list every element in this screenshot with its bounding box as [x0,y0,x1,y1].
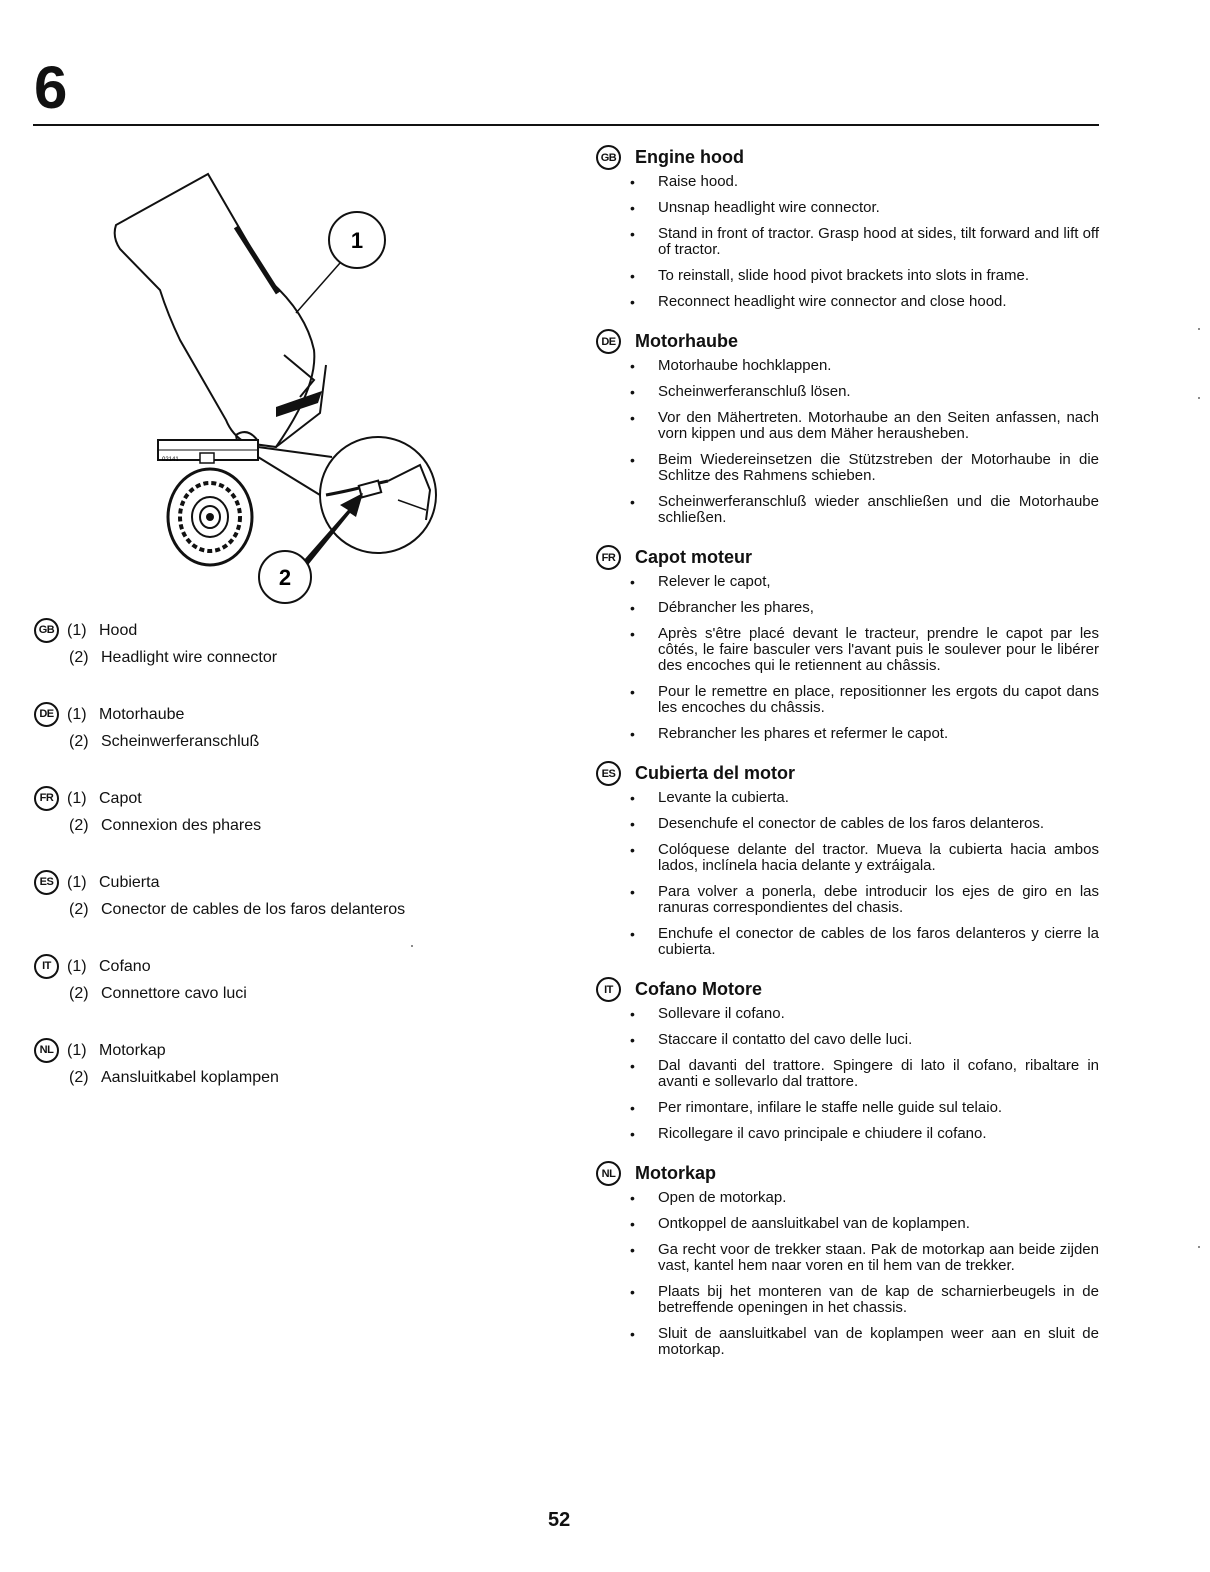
legend-item: Headlight wire connector [101,649,278,666]
section-fr [596,545,1099,742]
section-it [596,977,1099,1142]
legend-group-gb: GB (1) Hood (2) Headlight wire connector [34,617,474,671]
chapter-number: 6 [34,54,67,121]
frame-bracket [200,453,214,463]
lang-badge-it: IT [596,977,621,1002]
step-item: • Colóquese delante del tractor. Mueva la cubierta hacia ambos lados, inclínela hacia delante y extráigala. [630,842,1099,874]
section-title: Cofano Motore [635,979,762,999]
step-item: • To reinstall, slide hood pivot brackets into slots in frame. [630,268,1099,284]
connector-detail [320,437,436,553]
step-item: • Levante la cubierta. [630,790,1099,806]
step-item: • Para volver a ponerla, debe introducir los ejes de giro en las ranuras correspondientes del chasis. [630,884,1099,916]
section-de [596,329,1099,526]
step-item: • Relever le capot, [630,574,1099,590]
hood-illustration [108,165,448,615]
page-number: 52 [548,1509,571,1531]
section-gb [596,145,1099,310]
step-item: • Beim Wiedereinsetzen die Stützstreben der Motorhaube in die Schlitze des Rahmens schieben. [630,452,1099,484]
lang-badge-de: DE [596,329,621,354]
step-item: • Unsnap headlight wire connector. [630,200,1099,216]
scan-speck [1198,1246,1200,1248]
section-title: Motorhaube [635,331,738,351]
lang-badge-de: DE [34,702,59,727]
legend-item: Connexion des phares [101,817,262,834]
step-item: • Ricollegare il cavo principale e chiudere il cofano. [630,1126,1099,1142]
legend-group-nl: NL (1) Motorkap (2) Aansluitkabel koplampen [34,1037,474,1091]
step-list [596,1006,1099,1142]
step-item: • Desenchufe el conector de cables de los faros delanteros. [630,816,1099,832]
hood-figure [108,165,448,615]
section-nl [596,1161,1099,1358]
part-label: 02141 [162,457,179,463]
legend-item: Connettore cavo luci [101,985,247,1002]
legend-item: Aansluitkabel koplampen [101,1069,279,1086]
section-title: Capot moteur [635,547,752,567]
step-item: • Open de motorkap. [630,1190,1099,1206]
step-item: • Enchufe el conector de cables de los faros delanteros y cierre la cubierta. [630,926,1099,958]
scan-speck [411,945,413,947]
step-item: • Plaats bij het monteren van de kap de scharnierbeugels in de betreffende openingen in het chassis. [630,1284,1099,1316]
step-item: • Ga recht voor de trekker staan. Pak de motorkap aan beide zijden vast, kantel hem naar voren en til hem van de trekker. [630,1242,1099,1274]
lang-badge-es: ES [34,870,59,895]
step-item: • Staccare il contatto del cavo delle luci. [630,1032,1099,1048]
svg-text:2: 2 [278,565,292,590]
step-list [596,574,1099,742]
step-item: • Dal davanti del trattore. Spingere di lato il cofano, ribaltare in avanti e sollevarlo dal trattore. [630,1058,1099,1090]
legend-item: Scheinwerferanschluß [101,733,260,750]
scan-speck [1198,397,1200,399]
section-title: Cubierta del motor [635,763,796,783]
parts-legend [34,617,474,1121]
step-item: • Scheinwerferanschluß wieder anschließen und die Motorhaube schließen. [630,494,1099,526]
legend-item: Cofano [99,958,151,975]
front-wheel [168,469,252,565]
step-list [596,790,1099,958]
legend-item: Conector de cables de los faros delanteros [101,901,406,918]
legend-item: Capot [99,790,142,807]
step-item: • Après s'être placé devant le tracteur, prendre le capot par les côtés, le faire basculer vers l'avant puis le soulever pour le libérer des encoches qui le retiennent au châssis. [630,626,1099,674]
step-list [596,358,1099,526]
step-item: • Sluit de aansluitkabel van de koplampen weer aan en sluit de motorkap. [630,1326,1099,1358]
lang-badge-fr: FR [596,545,621,570]
step-item: • Sollevare il cofano. [630,1006,1099,1022]
legend-item: Motorkap [99,1042,166,1059]
section-es [596,761,1099,958]
instructions-column [596,145,1099,1377]
lang-badge-gb: GB [34,618,59,643]
step-item: • Débrancher les phares, [630,600,1099,616]
legend-group-de: DE (1) Motorhaube (2) Scheinwerferanschluß [34,701,474,755]
step-item: • Stand in front of tractor. Grasp hood at sides, tilt forward and lift off of tractor. [630,226,1099,258]
legend-item: Hood [99,622,138,639]
header-rule [33,124,1099,126]
step-item: • Raise hood. [630,174,1099,190]
step-item: • Ontkoppel de aansluitkabel van de koplampen. [630,1216,1099,1232]
svg-text:1: 1 [350,228,364,253]
legend-group-it: IT (1) Cofano (2) Connettore cavo luci [34,953,474,1007]
step-list [596,174,1099,310]
step-item: • Motorhaube hochklappen. [630,358,1099,374]
lang-badge-it: IT [34,954,59,979]
step-item: • Scheinwerferanschluß lösen. [630,384,1099,400]
step-item: • Reconnect headlight wire connector and close hood. [630,294,1099,310]
step-list [596,1190,1099,1358]
legend-group-es: ES (1) Cubierta (2) Conector de cables de los faros delanteros [34,869,474,923]
section-title: Motorkap [635,1163,716,1183]
legend-group-fr: FR (1) Capot (2) Connexion des phares [34,785,474,839]
scan-speck [1198,328,1200,330]
lang-badge-nl: NL [34,1038,59,1063]
legend-item: Motorhaube [99,706,185,723]
step-item: • Pour le remettre en place, repositionner les ergots du capot dans les encoches du châssis. [630,684,1099,716]
step-item: • Rebrancher les phares et refermer le capot. [630,726,1099,742]
step-item: • Vor den Mähertreten. Motorhaube an den Seiten anfassen, nach vorn kippen und aus dem Mäher herausheben. [630,410,1099,442]
lang-badge-es: ES [596,761,621,786]
section-title: Engine hood [635,147,744,167]
lang-badge-nl: NL [596,1161,621,1186]
lang-badge-gb: GB [596,145,621,170]
step-item: • Per rimontare, infilare le staffe nelle guide sul telaio. [630,1100,1099,1116]
lang-badge-fr: FR [34,786,59,811]
callout-1 [296,212,385,313]
callout-2 [259,551,311,603]
legend-item: Cubierta [99,874,160,891]
